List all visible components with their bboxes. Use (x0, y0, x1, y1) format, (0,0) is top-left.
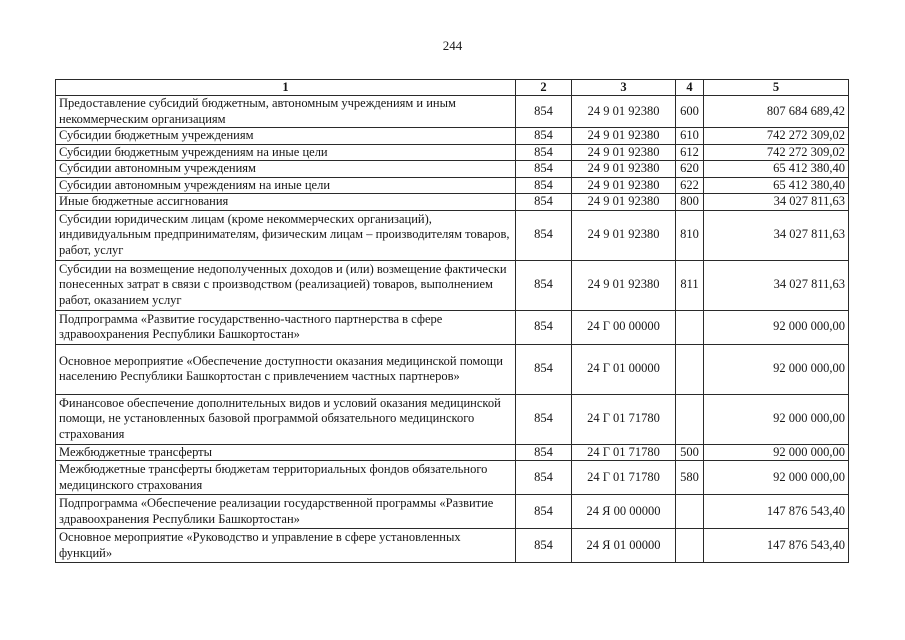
cell-target-code: 24 9 01 92380 (572, 96, 676, 128)
cell-org-code: 854 (516, 210, 572, 260)
cell-name: Подпрограмма «Развитие государственно-частного партнерства в сфере здравоохранения Республики Башкортостан» (56, 310, 516, 344)
cell-target-code: 24 Г 01 71780 (572, 444, 676, 461)
cell-amount: 65 412 380,40 (704, 161, 849, 178)
cell-amount: 147 876 543,40 (704, 495, 849, 529)
column-header-org: 2 (516, 80, 572, 96)
cell-expense-type: 800 (676, 194, 704, 211)
cell-org-code: 854 (516, 310, 572, 344)
column-header-code: 3 (572, 80, 676, 96)
cell-org-code: 854 (516, 128, 572, 145)
column-header-type: 4 (676, 80, 704, 96)
table-row (56, 161, 849, 178)
cell-name: Субсидии бюджетным учреждениям на иные цели (56, 144, 516, 161)
cell-org-code: 854 (516, 161, 572, 178)
table-row (56, 260, 849, 310)
cell-expense-type (676, 495, 704, 529)
cell-org-code: 854 (516, 144, 572, 161)
cell-amount: 807 684 689,42 (704, 96, 849, 128)
table-row (56, 210, 849, 260)
table-row (56, 177, 849, 194)
cell-target-code: 24 Г 01 71780 (572, 461, 676, 495)
table-row (56, 444, 849, 461)
cell-amount: 65 412 380,40 (704, 177, 849, 194)
cell-amount: 92 000 000,00 (704, 310, 849, 344)
table-body (56, 96, 849, 563)
cell-org-code: 854 (516, 260, 572, 310)
cell-target-code: 24 9 01 92380 (572, 161, 676, 178)
table-header-row (56, 80, 849, 96)
table-row (56, 461, 849, 495)
cell-expense-type (676, 310, 704, 344)
cell-org-code: 854 (516, 177, 572, 194)
cell-expense-type: 500 (676, 444, 704, 461)
cell-target-code: 24 9 01 92380 (572, 177, 676, 194)
cell-expense-type: 600 (676, 96, 704, 128)
table-row (56, 310, 849, 344)
cell-org-code: 854 (516, 96, 572, 128)
cell-name: Межбюджетные трансферты (56, 444, 516, 461)
budget-table (55, 79, 849, 563)
cell-name: Основное мероприятие «Руководство и управление в сфере установленных функций» (56, 529, 516, 563)
table-row (56, 144, 849, 161)
cell-target-code: 24 Я 00 00000 (572, 495, 676, 529)
cell-expense-type: 620 (676, 161, 704, 178)
cell-name: Субсидии бюджетным учреждениям (56, 128, 516, 145)
table-row (56, 194, 849, 211)
cell-amount: 34 027 811,63 (704, 210, 849, 260)
cell-amount: 147 876 543,40 (704, 529, 849, 563)
cell-name: Межбюджетные трансферты бюджетам территориальных фондов обязательного медицинского страхования (56, 461, 516, 495)
cell-org-code: 854 (516, 444, 572, 461)
cell-amount: 92 000 000,00 (704, 344, 849, 394)
table-row (56, 394, 849, 444)
cell-target-code: 24 9 01 92380 (572, 144, 676, 161)
cell-name: Финансовое обеспечение дополнительных видов и условий оказания медицинской помощи, не установленных базовой программой обязательного медицинского страхования (56, 394, 516, 444)
column-header-name: 1 (56, 80, 516, 96)
table-row (56, 96, 849, 128)
cell-expense-type (676, 394, 704, 444)
cell-target-code: 24 Г 01 00000 (572, 344, 676, 394)
cell-target-code: 24 9 01 92380 (572, 194, 676, 211)
cell-name: Субсидии автономным учреждениям на иные цели (56, 177, 516, 194)
cell-amount: 742 272 309,02 (704, 128, 849, 145)
page-number: 244 (442, 38, 463, 53)
cell-expense-type (676, 344, 704, 394)
cell-target-code: 24 9 01 92380 (572, 210, 676, 260)
cell-org-code: 854 (516, 394, 572, 444)
cell-expense-type: 610 (676, 128, 704, 145)
cell-expense-type: 622 (676, 177, 704, 194)
cell-amount: 34 027 811,63 (704, 260, 849, 310)
cell-expense-type (676, 529, 704, 563)
table-row (56, 529, 849, 563)
cell-target-code: 24 9 01 92380 (572, 128, 676, 145)
cell-org-code: 854 (516, 461, 572, 495)
cell-org-code: 854 (516, 344, 572, 394)
cell-org-code: 854 (516, 495, 572, 529)
column-header-sum: 5 (704, 80, 849, 96)
cell-name: Иные бюджетные ассигнования (56, 194, 516, 211)
cell-amount: 34 027 811,63 (704, 194, 849, 211)
cell-name: Субсидии автономным учреждениям (56, 161, 516, 178)
cell-org-code: 854 (516, 529, 572, 563)
table-row (56, 495, 849, 529)
cell-amount: 92 000 000,00 (704, 444, 849, 461)
cell-target-code: 24 Я 01 00000 (572, 529, 676, 563)
cell-name: Подпрограмма «Обеспечение реализации государственной программы «Развитие здравоохранения Республики Башкортостан» (56, 495, 516, 529)
cell-target-code: 24 Г 01 71780 (572, 394, 676, 444)
cell-name: Основное мероприятие «Обеспечение доступности оказания медицинской помощи населению Республики Башкортостан с привлечением частных партнеров» (56, 344, 516, 394)
cell-name: Субсидии на возмещение недополученных доходов и (или) возмещение фактически понесенных затрат в связи с производством (реализацией) товаров, выполнением работ, оказанием услуг (56, 260, 516, 310)
cell-name: Субсидии юридическим лицам (кроме некоммерческих организаций), индивидуальным предпринимателям, физическим лицам – производителям товаров, работ, услуг (56, 210, 516, 260)
cell-target-code: 24 9 01 92380 (572, 260, 676, 310)
cell-expense-type: 612 (676, 144, 704, 161)
cell-target-code: 24 Г 00 00000 (572, 310, 676, 344)
table-row (56, 344, 849, 394)
cell-amount: 742 272 309,02 (704, 144, 849, 161)
cell-org-code: 854 (516, 194, 572, 211)
cell-expense-type: 811 (676, 260, 704, 310)
cell-amount: 92 000 000,00 (704, 394, 849, 444)
cell-expense-type: 810 (676, 210, 704, 260)
cell-name: Предоставление субсидий бюджетным, автономным учреждениям и иным некоммерческим организациям (56, 96, 516, 128)
cell-expense-type: 580 (676, 461, 704, 495)
cell-amount: 92 000 000,00 (704, 461, 849, 495)
table-row (56, 128, 849, 145)
